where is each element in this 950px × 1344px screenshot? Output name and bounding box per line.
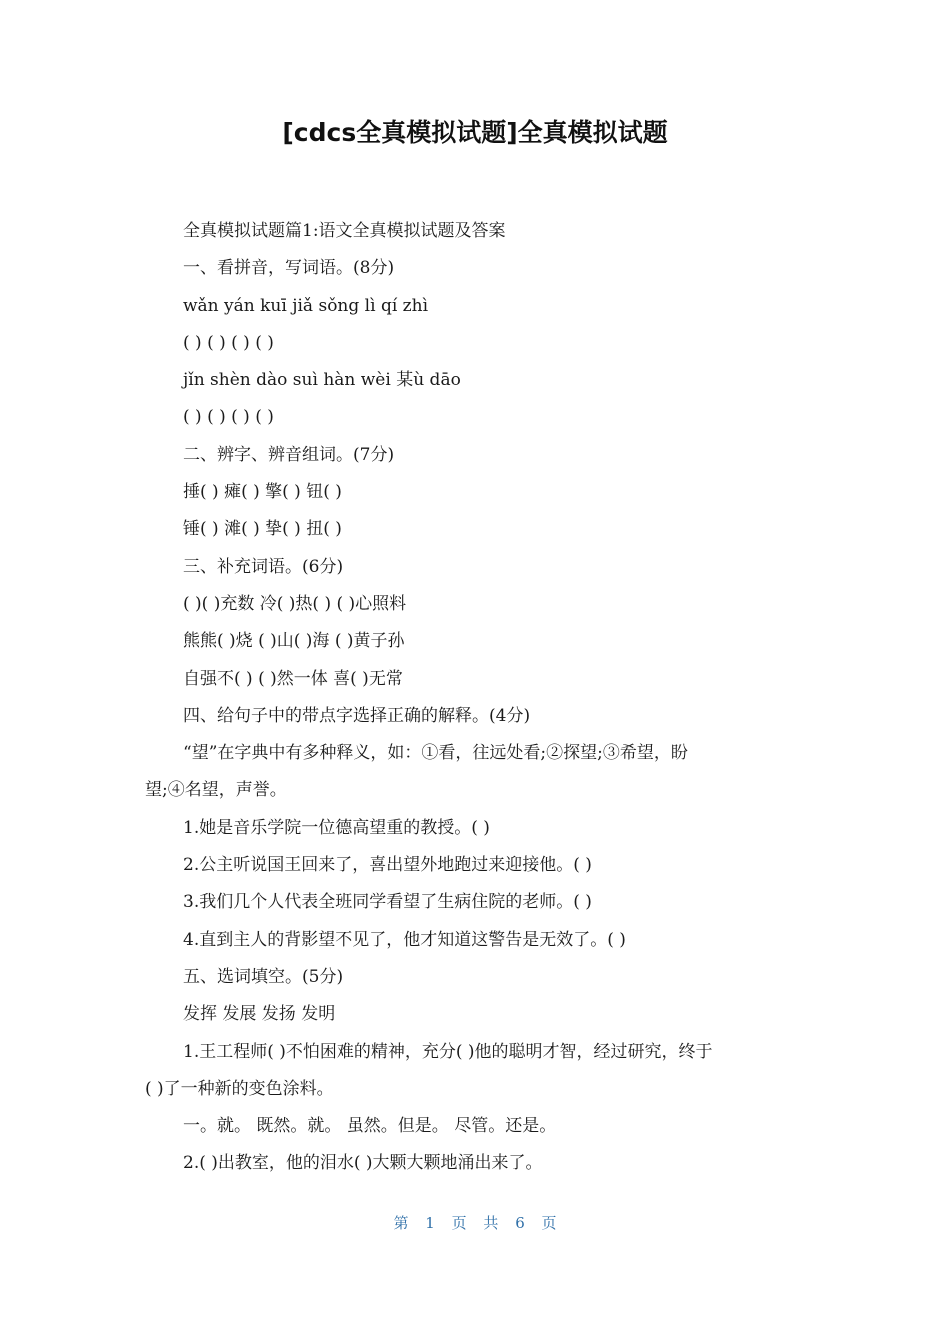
text-line-continuation: ( )了一种新的变色涂料。 <box>145 1078 334 1099</box>
section-heading: 五、选词填空。(5分) <box>183 966 344 987</box>
text-line: 捶( ) 瘫( ) 擎( ) 钮( ) <box>183 482 342 503</box>
current-page-number: 1 <box>425 1214 435 1232</box>
pinyin-line: jǐn shèn dào suì hàn wèi 某ù dāo <box>183 370 461 391</box>
question-item: 3.我们几个人代表全班同学看望了生病住院的老师。( ) <box>183 892 592 913</box>
pinyin-line: wǎn yán kuī jiǎ sǒng lì qí zhì <box>183 295 429 316</box>
total-pages-number: 6 <box>515 1214 525 1232</box>
text-line: ( )( )充数 冷( )热( ) ( )心照料 <box>183 593 407 614</box>
text-line: 锤( ) 滩( ) 挚( ) 扭( ) <box>183 519 342 540</box>
question-item: 1.她是音乐学院一位德高望重的教授。( ) <box>183 817 490 838</box>
question-item: 1.王工程师( )不怕困难的精神，充分( )他的聪明才智，经过研究，终于 <box>183 1041 713 1062</box>
text-line: “望”在字典中有多种释义，如：①看，往远处看;②探望;③希望，盼 <box>183 743 688 764</box>
footer-label: 第 <box>393 1214 409 1232</box>
section-heading: 一、看拼音，写词语。(8分) <box>183 258 395 279</box>
answer-blanks: ( ) ( ) ( ) ( ) <box>183 332 274 353</box>
question-item: 2.公主听说国王回来了，喜出望外地跑过来迎接他。( ) <box>183 855 592 876</box>
footer-label: 页 <box>451 1214 467 1232</box>
footer-label: 页 <box>541 1214 557 1232</box>
answer-blanks: ( ) ( ) ( ) ( ) <box>183 407 274 428</box>
text-line: 一。就。 既然。就。 虽然。但是。 尽管。还是。 <box>183 1116 557 1137</box>
text-line: 全真模拟试题篇1:语文全真模拟试题及答案 <box>183 221 506 241</box>
text-line: 发挥 发展 发扬 发明 <box>183 1004 336 1025</box>
section-heading: 二、辨字、辨音组词。(7分) <box>183 444 395 465</box>
text-line: 自强不( ) ( )然一体 喜( )无常 <box>183 668 403 689</box>
text-line-continuation: 望;④名望，声誉。 <box>145 780 287 801</box>
footer-label: 共 <box>483 1214 499 1232</box>
question-item: 2.( )出教室，他的泪水( )大颗大颗地涌出来了。 <box>183 1153 543 1174</box>
document-body <box>145 213 805 1183</box>
document-title: [cdcs全真模拟试题]全真模拟试题 <box>282 118 668 147</box>
section-heading: 四、给句子中的带点字选择正确的解释。(4分) <box>183 705 531 726</box>
question-item: 4.直到主人的背影望不见了，他才知道这警告是无效了。( ) <box>183 929 626 950</box>
text-line: 熊熊( )烧 ( )山( )海 ( )黄子孙 <box>183 631 405 652</box>
section-heading: 三、补充词语。(6分) <box>183 556 344 577</box>
page-footer <box>0 1212 950 1233</box>
